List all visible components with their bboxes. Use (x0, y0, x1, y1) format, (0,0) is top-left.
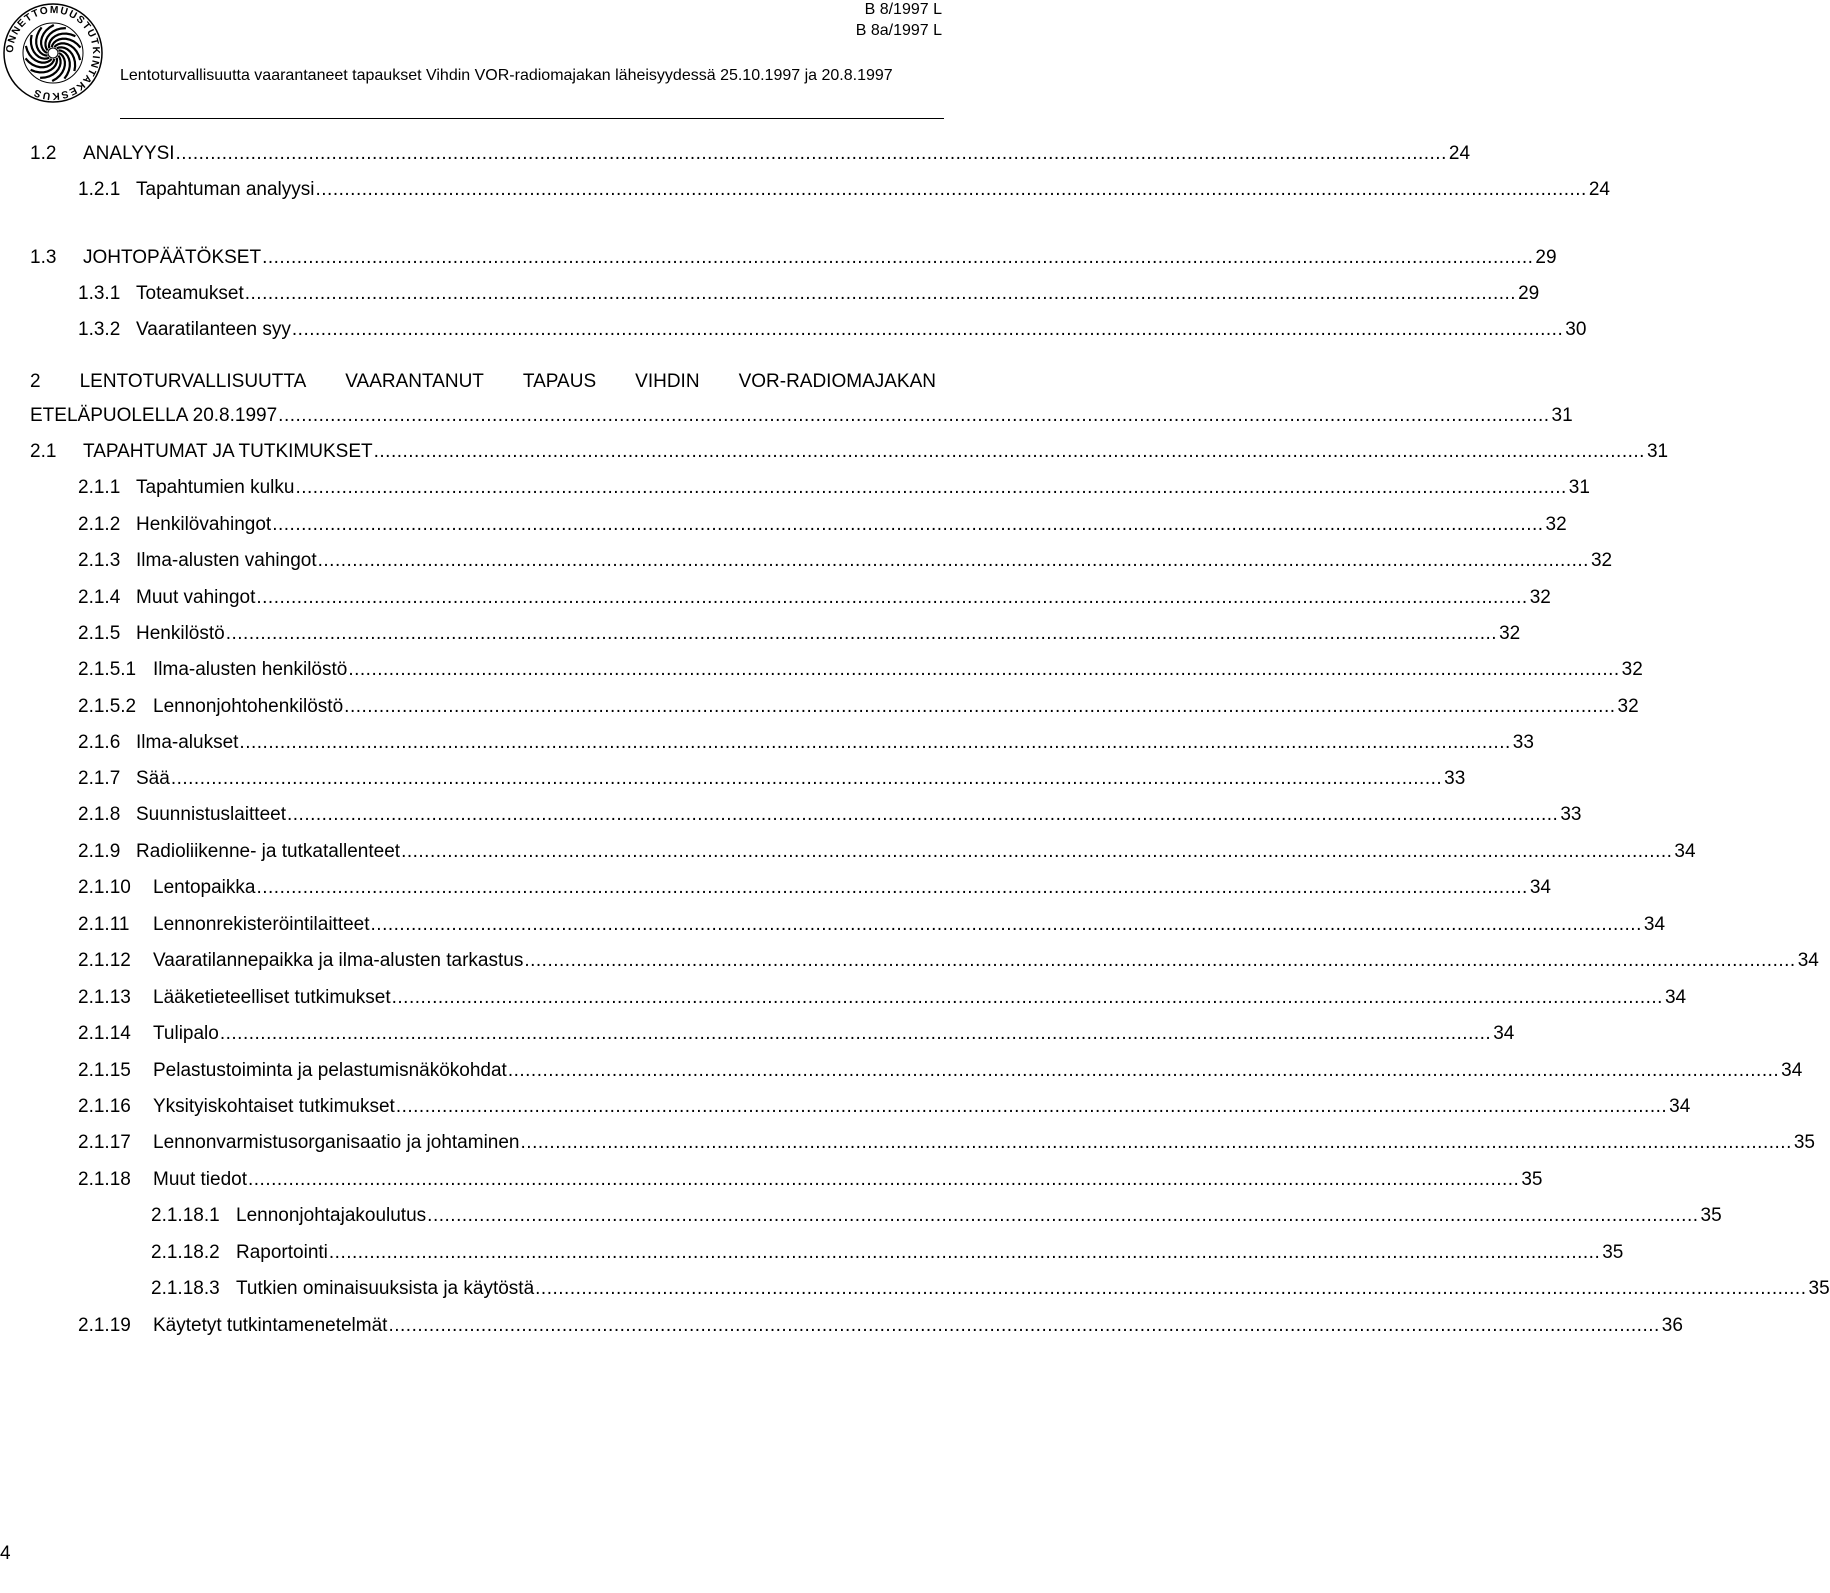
toc-title: Ilma-alusten henkilöstö (153, 659, 348, 680)
toc-number: 2.1.11 (78, 914, 130, 935)
toc-leader: ............................................................................................................................................................................................................................ (520, 1132, 1792, 1153)
toc-entry[interactable] (78, 800, 1582, 826)
toc-leader: ............................................................................................................................................................................................................................ (287, 804, 1559, 825)
toc-page: 33 (1444, 768, 1466, 789)
toc-entry[interactable] (30, 243, 1557, 269)
toc-leader: ............................................................................................................................................................................................................................ (395, 1096, 1668, 1117)
toc-entry[interactable] (78, 619, 1521, 645)
toc-leader: ............................................................................................................................................................................................................................ (535, 1278, 1807, 1299)
toc-entry[interactable] (78, 175, 1610, 201)
toc-title: Muut tiedot (153, 1169, 247, 1190)
toc-number: 2.1.9 (78, 841, 121, 862)
toc-title: Radioliikenne- ja tutkatallenteet (136, 841, 401, 862)
toc-leader: ............................................................................................................................................................................................................................ (278, 405, 1550, 426)
toc-page: 31 (1551, 405, 1573, 426)
toc-number: 1.3.2 (78, 319, 121, 340)
toc-leader: ............................................................................................................................................................................................................................ (262, 247, 1534, 268)
toc-title: Muut vahingot (136, 587, 256, 608)
toc-entry[interactable] (78, 1092, 1691, 1118)
toc-title: Tapahtumien kulku (136, 477, 295, 498)
toc-number: 2.1.18.3 (151, 1278, 220, 1299)
toc-number: 2.1.7 (78, 768, 121, 789)
toc-page: 31 (1568, 477, 1590, 498)
toc-page: 34 (1493, 1023, 1515, 1044)
toc-title: Ilma-alukset (136, 732, 239, 753)
toc-leader: ............................................................................................................................................................................................................................ (219, 1023, 1492, 1044)
toc-heading-word: VIHDIN (635, 371, 700, 392)
toc-title: Ilma-alusten vahingot (136, 550, 317, 571)
toc-leader: ............................................................................................................................................................................................................................ (248, 1169, 1520, 1190)
toc-number: 2.1.12 (78, 950, 131, 971)
toc-page: 33 (1512, 732, 1534, 753)
toc-leader: ............................................................................................................................................................................................................................ (239, 732, 1511, 753)
toc-title: Lennonrekisteröintilaitteet (153, 914, 370, 935)
toc-page: 29 (1518, 283, 1540, 304)
toc-number: 1.3.1 (78, 283, 121, 304)
toc-page: 35 (1808, 1278, 1830, 1299)
toc-heading-word: LENTOTURVALLISUUTTA (79, 371, 307, 392)
toc-entry[interactable] (78, 1019, 1515, 1045)
toc-page: 34 (1529, 877, 1551, 898)
toc-leader: ............................................................................................................................................................................................................................ (388, 1315, 1660, 1336)
toc-number: 2 (30, 371, 41, 392)
toc-title: Käytetyt tutkintamenetelmät (153, 1315, 388, 1336)
toc-leader: ............................................................................................................................................................................................................................ (328, 1242, 1601, 1263)
toc-leader: ............................................................................................................................................................................................................................ (427, 1205, 1699, 1226)
toc-page: 34 (1797, 950, 1819, 971)
toc-page: 35 (1521, 1169, 1543, 1190)
toc-number: 2.1.6 (78, 732, 121, 753)
toc-number: 1.3 (30, 247, 57, 268)
toc-number: 2.1.8 (78, 804, 121, 825)
toc-page: 33 (1560, 804, 1582, 825)
toc-number: 1.2 (30, 143, 57, 164)
toc-number: 2.1.5.2 (78, 696, 137, 717)
toc-page: 34 (1643, 914, 1666, 935)
toc-entry[interactable] (78, 910, 1666, 936)
toc-number: 2.1.18.2 (151, 1242, 220, 1263)
toc-title: Toteamukset (136, 283, 244, 304)
toc-page: 34 (1664, 987, 1687, 1008)
toc-page: 32 (1545, 514, 1567, 535)
toc-title: Lennonjohtohenkilöstö (153, 696, 344, 717)
toc-number: 2.1.2 (78, 514, 121, 535)
seal-text: ONNETTOMUUSTUTKINTAKESKUS (4, 4, 102, 102)
toc-title: ANALYYSI (83, 143, 175, 164)
toc-entry[interactable] (78, 1165, 1543, 1191)
toc-page: 24 (1588, 179, 1610, 200)
toc-entry[interactable] (78, 728, 1534, 754)
toc-leader: ............................................................................................................................................................................................................................ (291, 319, 1564, 340)
toc-leader: ............................................................................................................................................................................................................................ (401, 841, 1673, 862)
toc-entry[interactable] (78, 655, 1643, 681)
toc-number: 1.2.1 (78, 179, 121, 200)
toc-page: 32 (1529, 587, 1551, 608)
toc-leader: ............................................................................................................................................................................................................................ (256, 587, 1528, 608)
toc-title: JOHTOPÄÄTÖKSET (83, 247, 262, 268)
toc-heading-word: VAARANTANUT (345, 371, 484, 392)
toc-entry[interactable] (151, 1238, 1624, 1264)
toc-page: 36 (1661, 1315, 1683, 1336)
toc-number: 2.1.1 (78, 477, 121, 498)
toc-title: Pelastustoiminta ja pelastumisnäkökohdat (153, 1060, 507, 1081)
toc-title: TAPAHTUMAT JA TUTKIMUKSET (83, 441, 373, 462)
toc-number: 2.1.18 (78, 1169, 131, 1190)
toc-number: 2.1.3 (78, 550, 121, 571)
toc-entry[interactable] (78, 546, 1613, 572)
toc-page: 30 (1565, 319, 1587, 340)
page-number: 4 (0, 1543, 11, 1564)
toc-entry[interactable] (78, 473, 1590, 499)
toc-number: 2.1.5 (78, 623, 121, 644)
document-title: Lentoturvallisuutta vaarantaneet tapaukset Vihdin VOR-radiomajakan läheisyydessä 25.10.1997 ja 20.8.1997 (120, 67, 893, 84)
toc-number: 2.1.18.1 (151, 1205, 220, 1226)
toc-title: ETELÄPUOLELLA 20.8.1997 (30, 405, 278, 426)
toc-page: 32 (1499, 623, 1521, 644)
toc-title: Vaaratilannepaikka ja ilma-alusten tarkastus (153, 950, 524, 971)
toc-leader: ............................................................................................................................................................................................................................ (317, 550, 1589, 571)
toc-title: Tutkien ominaisuuksista ja käytöstä (236, 1278, 535, 1299)
toc-leader: ............................................................................................................................................................................................................................ (373, 441, 1645, 462)
toc-page: 34 (1669, 1096, 1691, 1117)
toc-page: 32 (1617, 696, 1639, 717)
toc-number: 2.1.19 (78, 1315, 131, 1336)
toc-entry[interactable] (151, 1201, 1722, 1227)
toc-entry[interactable] (78, 315, 1587, 341)
toc-heading-word: VOR-RADIOMAJAKAN (738, 371, 936, 392)
toc-title: Henkilövahingot (136, 514, 272, 535)
toc-leader: ............................................................................................................................................................................................................................ (344, 696, 1616, 717)
toc-page: 35 (1700, 1205, 1722, 1226)
toc-title: Vaaratilanteen syy (136, 319, 291, 340)
toc-number: 2.1.14 (78, 1023, 131, 1044)
toc-entry[interactable] (78, 873, 1551, 899)
toc-number: 2.1.16 (78, 1096, 131, 1117)
toc-number: 2.1.10 (78, 877, 131, 898)
toc-title: Sää (136, 768, 170, 789)
toc-entry[interactable] (78, 983, 1687, 1009)
toc-leader: ............................................................................................................................................................................................................................ (391, 987, 1663, 1008)
toc-entry-heading-line1[interactable] (30, 371, 936, 397)
toc-leader: ............................................................................................................................................................................................................................ (175, 143, 1447, 164)
toc-title: Suunnistuslaitteet (136, 804, 286, 825)
toc-title: Lennonvarmistusorganisaatio ja johtaminen (153, 1132, 520, 1153)
toc-page: 34 (1781, 1060, 1803, 1081)
toc-leader: ............................................................................................................................................................................................................................ (524, 950, 1796, 971)
toc-number: 2.1.17 (78, 1132, 131, 1153)
toc-leader: ............................................................................................................................................................................................................................ (244, 283, 1517, 304)
report-code-1: B 8/1997 L (864, 1, 942, 18)
toc-entry[interactable] (78, 1311, 1683, 1337)
toc-heading-word: TAPAUS (522, 371, 597, 392)
toc-entry[interactable] (78, 837, 1696, 863)
toc-number: 2.1.5.1 (78, 659, 137, 680)
toc-entry[interactable] (78, 510, 1567, 536)
toc-title: Henkilöstö (136, 623, 225, 644)
toc-entry[interactable] (78, 764, 1466, 790)
toc-entry[interactable] (30, 401, 1573, 427)
toc-leader: ............................................................................................................................................................................................................................ (256, 877, 1528, 898)
toc-entry[interactable] (78, 946, 1819, 972)
toc-entry[interactable] (78, 279, 1540, 305)
toc-title: Lentopaikka (153, 877, 256, 898)
toc-leader: ............................................................................................................................................................................................................................ (370, 914, 1642, 935)
toc-page: 29 (1535, 247, 1557, 268)
toc-leader: ............................................................................................................................................................................................................................ (295, 477, 1567, 498)
toc-title: Raportointi (236, 1242, 328, 1263)
toc-entry[interactable] (30, 437, 1669, 463)
toc-entry[interactable] (78, 1056, 1803, 1082)
toc-number: 2.1 (30, 441, 57, 462)
toc-page: 35 (1793, 1132, 1815, 1153)
toc-number: 2.1.15 (78, 1060, 131, 1081)
toc-page: 24 (1448, 143, 1471, 164)
toc-page: 34 (1674, 841, 1696, 862)
toc-entry[interactable] (30, 139, 1471, 165)
toc-page: 32 (1621, 659, 1643, 680)
toc-title: Tulipalo (153, 1023, 219, 1044)
toc-title: Yksityiskohtaiset tutkimukset (153, 1096, 395, 1117)
toc-leader: ............................................................................................................................................................................................................................ (348, 659, 1620, 680)
toc-leader: ............................................................................................................................................................................................................................ (272, 514, 1544, 535)
report-code-2: B 8a/1997 L (855, 22, 942, 39)
toc-leader: ............................................................................................................................................................................................................................ (225, 623, 1498, 644)
toc-page: 31 (1646, 441, 1669, 462)
toc-title: Lääketieteelliset tutkimukset (153, 987, 391, 1008)
toc-number: 2.1.4 (78, 587, 121, 608)
toc-page: 35 (1602, 1242, 1624, 1263)
toc-leader: ............................................................................................................................................................................................................................ (507, 1060, 1780, 1081)
toc-title: Lennonjohtajakoulutus (236, 1205, 427, 1226)
toc-leader: ............................................................................................................................................................................................................................ (170, 768, 1443, 789)
toc-number: 2.1.13 (78, 987, 131, 1008)
toc-title: Tapahtuman analyysi (136, 179, 315, 200)
toc-leader: ............................................................................................................................................................................................................................ (315, 179, 1587, 200)
toc-page: 32 (1590, 550, 1613, 571)
toc-entry[interactable] (151, 1274, 1830, 1300)
toc-entry[interactable] (78, 692, 1639, 718)
toc-entry[interactable] (78, 1128, 1815, 1154)
toc-entry[interactable] (78, 583, 1551, 609)
